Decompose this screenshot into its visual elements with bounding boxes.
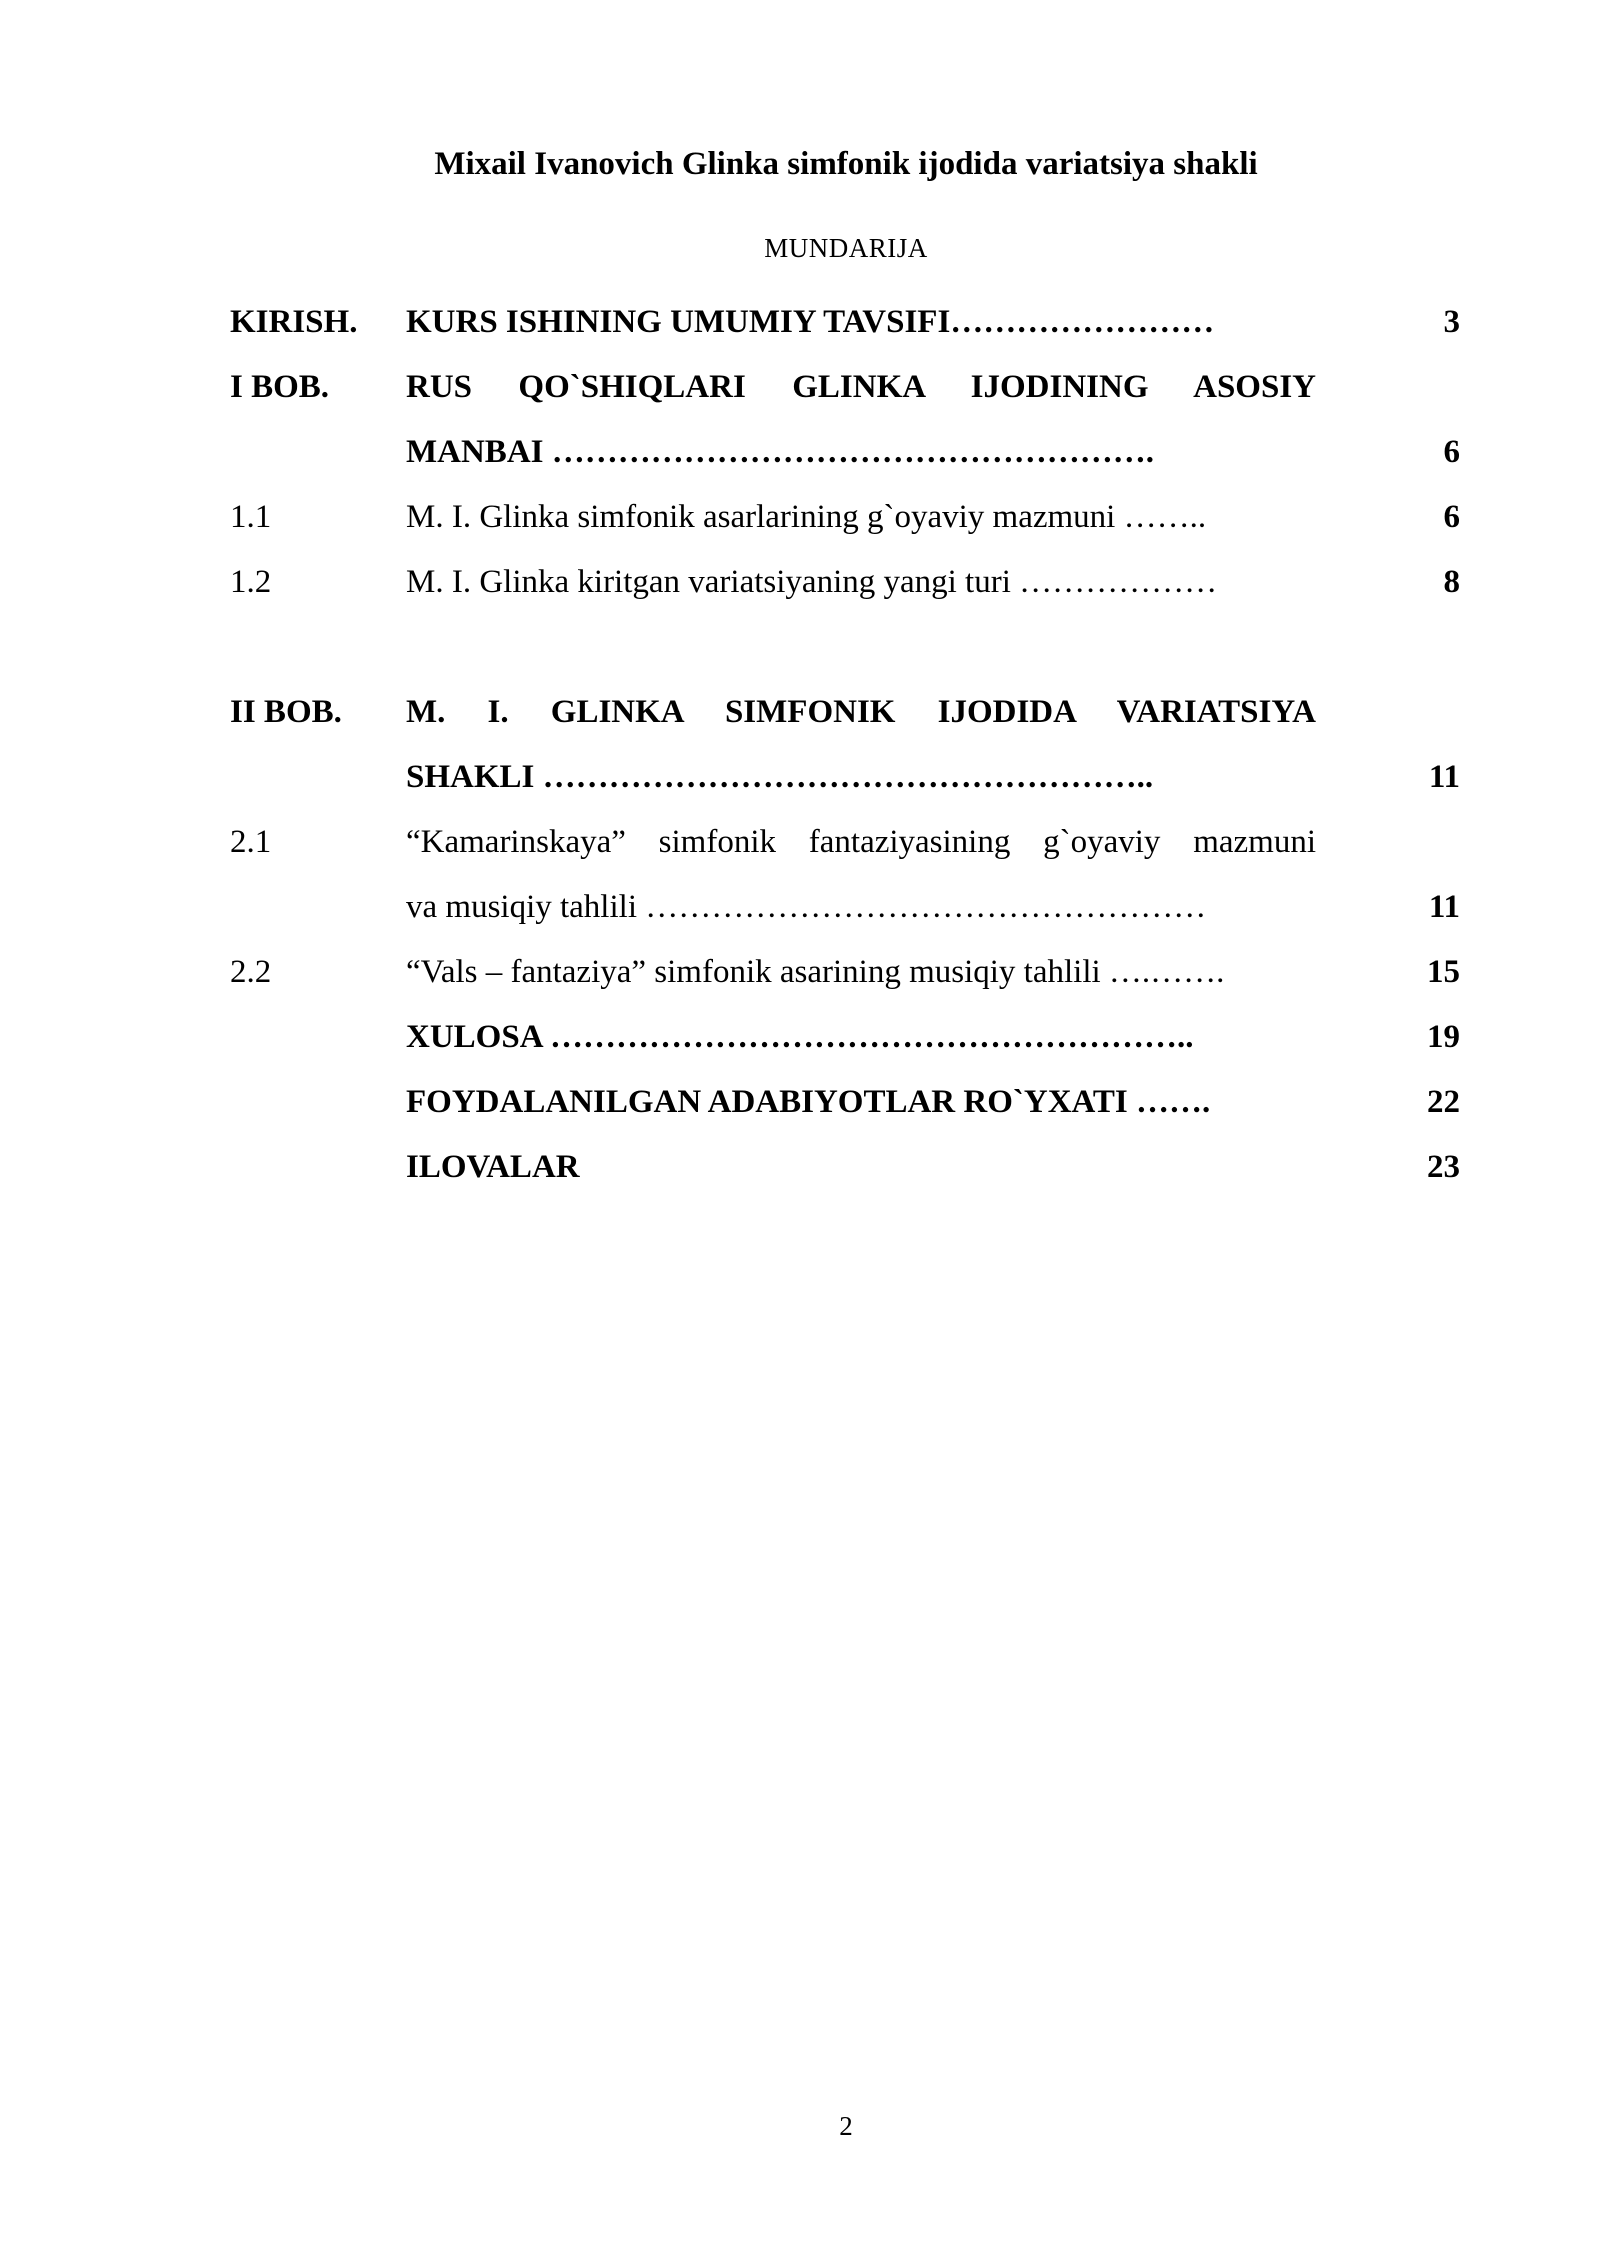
toc-entry-chapter-1[interactable]: [230, 355, 1460, 420]
toc-entry-number: 1.2: [230, 564, 272, 600]
toc-entry-page: 15: [1427, 954, 1460, 990]
toc-entry-title: M. I. GLINKA SIMFONIK IJODIDA VARIATSIYA: [406, 694, 1316, 730]
toc-entry-page: 6: [1443, 499, 1460, 535]
toc-entry-bibliography[interactable]: [230, 1070, 1460, 1135]
toc-entry-chapter-1-continued[interactable]: [230, 420, 1460, 485]
toc-entry-title: KURS ISHINING UMUMIY TAVSIFI……………………: [406, 304, 1215, 340]
toc-entry-section-2-2[interactable]: [230, 940, 1460, 1005]
toc-entry-number: 1.1: [230, 499, 272, 535]
toc-entry-number: 2.2: [230, 954, 272, 990]
toc-entry-xulosa[interactable]: [230, 1005, 1460, 1070]
toc-entry-kirish[interactable]: [230, 290, 1460, 355]
toc-entry-title: “Kamarinskaya” simfonik fantaziyasining g`oyaviy mazmuni: [406, 824, 1316, 860]
toc-entry-page: 19: [1427, 1019, 1460, 1055]
toc-entry-title: SHAKLI ………………………………………………..: [406, 759, 1154, 795]
toc-entry-page: 11: [1428, 889, 1460, 925]
toc-entry-number: KIRISH.: [230, 304, 358, 340]
toc-entry-section-1-2[interactable]: [230, 550, 1460, 615]
toc-entry-page: 23: [1427, 1149, 1460, 1185]
toc-entry-number: 2.1: [230, 824, 272, 860]
toc-entry-page: 3: [1443, 304, 1460, 340]
toc-entry-title: ILOVALAR: [406, 1149, 580, 1185]
toc-entry-title: M. I. Glinka kiritgan variatsiyaning yangi turi ………………: [406, 564, 1218, 600]
toc-entry-section-2-1-continued[interactable]: [230, 875, 1460, 940]
toc-entry-title: XULOSA …………………………………………………..: [406, 1019, 1194, 1055]
toc-entry-title: M. I. Glinka simfonik asarlarining g`oyaviy mazmuni ……..: [406, 499, 1207, 535]
page-number: 2: [839, 2111, 853, 2141]
toc-entry-title: va musiqiy tahlili ……………………………………………: [406, 889, 1207, 925]
toc-entry-title: “Vals – fantaziya” simfonik asarining musiqiy tahlili ….…….: [406, 954, 1225, 990]
toc-entry-title: MANBAI ……………………………………………….: [406, 434, 1154, 470]
toc-entry-title: FOYDALANILGAN ADABIYOTLAR RO`YXATI …….: [406, 1084, 1211, 1120]
toc-entry-title: RUS QO`SHIQLARI GLINKA IJODINING ASOSIY: [406, 369, 1316, 405]
toc-entry-page: 6: [1443, 434, 1460, 470]
toc-entry-number: I BOB.: [230, 369, 330, 405]
toc-entry-section-2-1[interactable]: [230, 810, 1460, 875]
toc-entry-page: 11: [1428, 759, 1460, 795]
toc-entry-chapter-2-continued[interactable]: [230, 745, 1460, 810]
page-title: Mixail Ivanovich Glinka simfonik ijodida variatsiya shakli: [434, 146, 1258, 182]
toc-entry-number: II BOB.: [230, 694, 342, 730]
toc-heading: MUNDARIJA: [764, 233, 928, 263]
toc-entry-section-1-1[interactable]: [230, 485, 1460, 550]
toc-entry-page: 22: [1427, 1084, 1460, 1120]
table-of-contents: [230, 290, 1460, 1200]
toc-entry-page: 8: [1443, 564, 1460, 600]
toc-entry-chapter-2[interactable]: [230, 680, 1460, 745]
toc-entry-appendices[interactable]: [230, 1135, 1460, 1200]
